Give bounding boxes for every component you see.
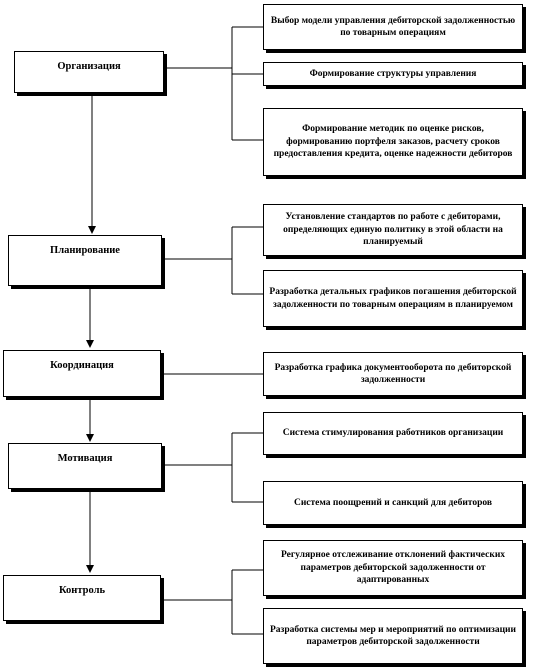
bracket-motivation xyxy=(162,433,263,502)
task-box: Система поощрений и санкций для дебиторов xyxy=(263,481,523,525)
stage-planning: Планирование xyxy=(8,235,162,286)
task-box: Формирование структуры управления xyxy=(263,62,523,86)
bracket-organization xyxy=(164,27,263,140)
task-box: Разработка детальных графиков погашения дебиторской задолженности по товарным операциям в планируемом xyxy=(263,270,523,327)
stage-control: Контроль xyxy=(3,575,161,621)
stage-organization: Организация xyxy=(14,51,164,93)
bracket-planning xyxy=(162,227,263,294)
bracket-control xyxy=(161,570,263,634)
task-box: Разработка графика документооборота по дебиторской задолженности xyxy=(263,352,523,396)
task-box: Регулярное отслеживание отклонений фактических параметров дебиторской задолженности от адаптированных xyxy=(263,540,523,596)
stage-coordination: Координация xyxy=(3,350,161,397)
task-box: Формирование методик по оценке рисков, формированию портфеля заказов, расчету сроков предоставления кредита, оценке надежности дебиторов xyxy=(263,108,523,176)
stage-motivation: Мотивация xyxy=(8,443,162,489)
task-box: Разработка системы мер и мероприятий по оптимизации параметров дебиторской задолженности xyxy=(263,608,523,664)
task-box: Система стимулирования работников организации xyxy=(263,412,523,455)
task-box: Выбор модели управления дебиторской задолженностью по товарным операциям xyxy=(263,4,523,50)
task-box: Установление стандартов по работе с дебиторами, определяющих единую политику в этой области на планируемый xyxy=(263,204,523,256)
flow-arrows xyxy=(90,94,92,572)
